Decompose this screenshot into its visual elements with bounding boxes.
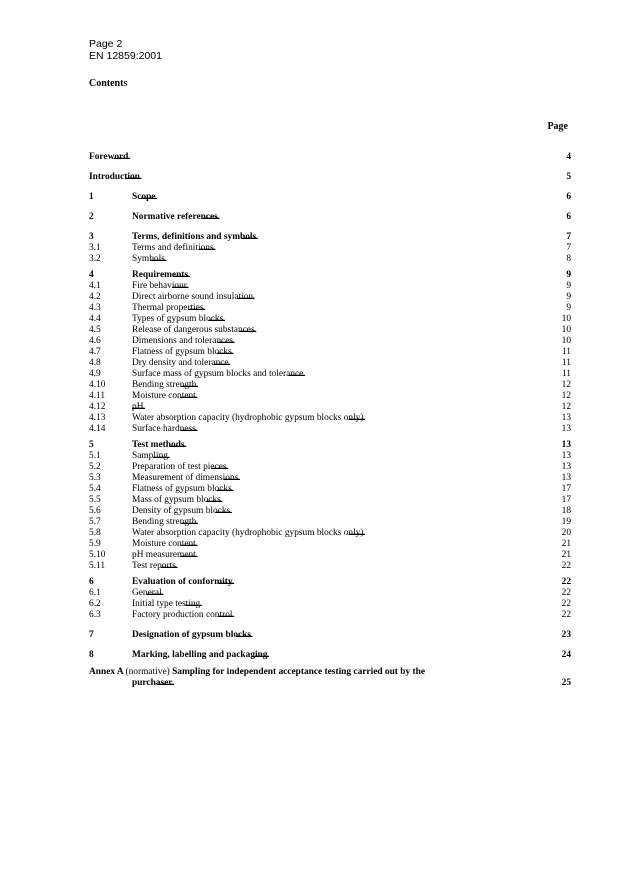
toc-entry[interactable] [89, 292, 571, 303]
annex-title: Sampling for independent acceptance testing carried out by the [172, 667, 426, 677]
toc-entry-page: 17 [561, 484, 571, 494]
toc-entry-page: 13 [561, 424, 571, 434]
toc-entry[interactable] [89, 380, 571, 391]
toc-entry-title: Bending strength . . . [132, 380, 561, 391]
toc-entry-number: 5.10 [89, 550, 106, 560]
toc-entry-page: 7 [566, 243, 571, 253]
toc-entry[interactable] [89, 539, 571, 550]
toc-entry-number: 5 [89, 440, 94, 450]
toc-entry-page: 18 [561, 506, 571, 516]
toc-entry[interactable] [89, 243, 571, 254]
toc-entry[interactable] [89, 358, 571, 369]
toc-entry-page: 4 [566, 152, 571, 162]
toc-entry-page: 13 [561, 462, 571, 472]
toc-entry-number: 1 [89, 192, 94, 202]
toc-entry[interactable] [89, 577, 571, 588]
toc-entry-page: 19 [561, 517, 571, 527]
toc-entry-number: 6 [89, 577, 94, 587]
toc-entry-title: Water absorption capacity (hydrophobic gypsum blocks only) . . . [132, 528, 561, 539]
toc-entry-title: pH measurement . . . [132, 550, 561, 561]
toc-entry-page: 7 [566, 232, 571, 242]
toc-entry-page: 21 [561, 539, 571, 549]
toc-entry-page: 10 [561, 336, 571, 346]
toc-entry-title: Designation of gypsum blocks . . . [132, 630, 561, 641]
toc-entry-page: 9 [566, 303, 571, 313]
toc-entry-number: 6.1 [89, 588, 101, 598]
toc-entry-title: General . . . [132, 588, 561, 599]
toc-entry-number: 5.9 [89, 539, 101, 549]
toc-entry[interactable] [89, 325, 571, 336]
toc-entry[interactable] [89, 506, 571, 517]
toc-entry-number: 3.2 [89, 254, 101, 264]
toc-entry-title: Flatness of gypsum blocks . . . [132, 347, 561, 358]
toc-entry[interactable] [89, 484, 571, 495]
toc-entry-title: Bending strength . . . [132, 517, 561, 528]
toc-entry-page: 9 [566, 281, 571, 291]
toc-entry[interactable] [89, 192, 571, 203]
toc-entry[interactable] [89, 561, 571, 572]
toc-entry-title: Symbols . . . [132, 254, 561, 265]
toc-entry-number: 5.6 [89, 506, 101, 516]
toc-entry-title: Surface hardness . . . [132, 424, 561, 435]
toc-entry-page: 22 [561, 561, 571, 571]
toc-entry-page: 11 [561, 369, 571, 379]
toc-entry-page: 21 [561, 550, 571, 560]
toc-entry[interactable] [89, 413, 571, 424]
toc-entry-title: Test methods . . . [132, 440, 561, 451]
toc-entry[interactable] [89, 314, 571, 325]
toc-entry-number: 5.8 [89, 528, 101, 538]
toc-entry-number: 5.1 [89, 451, 101, 461]
toc-entry-title: Release of dangerous substances . . . [132, 325, 561, 336]
toc-entry-title: Mass of gypsum blocks . . . [132, 495, 561, 506]
toc-entry[interactable] [89, 528, 571, 539]
toc-entry-number: 3.1 [89, 243, 101, 253]
toc-entry-title: Water absorption capacity (hydrophobic gypsum blocks only) . . . [132, 413, 561, 424]
annex-label: Annex A [89, 667, 124, 677]
toc-entry-title: Preparation of test pieces . . . [132, 462, 561, 473]
toc-entry-title: Initial type testing . . . [132, 599, 561, 610]
toc-entry-title: Factory production control . . . [132, 610, 561, 621]
toc-entry-title: Moisture content . . . [132, 539, 561, 550]
toc-entry-title: Introduction . . . [89, 172, 561, 183]
toc-entry-title: Marking, labelling and packaging . . . [132, 650, 561, 661]
toc-entry-title: Terms and definitions . . . [132, 243, 561, 254]
toc-entry-number: 6.3 [89, 610, 101, 620]
toc-entry-number: 6.2 [89, 599, 101, 609]
toc-entry-page: 10 [561, 325, 571, 335]
toc-entry-title: Evaluation of conformity . . . [132, 577, 561, 588]
toc-entry-number: 4.4 [89, 314, 101, 324]
toc-entry[interactable] [89, 303, 571, 314]
toc-entry[interactable] [89, 610, 571, 621]
toc-entry-title: Requirements . . . [132, 270, 561, 281]
toc-entry-title: Moisture content . . . [132, 391, 561, 402]
annex-entry-line2[interactable] [89, 678, 571, 689]
toc-entry[interactable] [89, 650, 571, 661]
toc-entry-number: 5.5 [89, 495, 101, 505]
toc-entry-page: 22 [561, 610, 571, 620]
toc-entry[interactable] [89, 495, 571, 506]
toc-entry-page: 9 [566, 270, 571, 280]
toc-entry-number: 4.12 [89, 402, 106, 412]
toc-entry[interactable] [89, 599, 571, 610]
toc-entry-number: 5.3 [89, 473, 101, 483]
toc-entry[interactable] [89, 369, 571, 380]
toc-entry[interactable] [89, 212, 571, 223]
page-column-label: Page [547, 121, 568, 132]
toc-entry-number: 4.7 [89, 347, 101, 357]
toc-entry-page: 20 [561, 528, 571, 538]
toc-entry-number: 4 [89, 270, 94, 280]
toc-entry[interactable] [89, 270, 571, 281]
toc-entry-page: 17 [561, 495, 571, 505]
toc-entry[interactable] [89, 440, 571, 451]
toc-entry-page: 13 [561, 413, 571, 423]
toc-entry[interactable] [89, 517, 571, 528]
toc-entry-page: 5 [566, 172, 571, 182]
toc-entry-page: 22 [561, 599, 571, 609]
annex-page: 25 [561, 678, 571, 688]
toc-entry-title: Dimensions and tolerances . . . [132, 336, 561, 347]
standard-number-header: EN 12859:2001 [89, 50, 162, 62]
toc-entry-page: 24 [561, 650, 571, 660]
page-number-header: Page 2 [89, 38, 123, 50]
toc-entry[interactable] [89, 424, 571, 435]
toc-entry-page: 13 [561, 473, 571, 483]
toc-entry[interactable] [89, 232, 571, 243]
toc-entry-number: 4.11 [89, 391, 106, 401]
toc-entry-page: 12 [561, 402, 571, 412]
toc-entry[interactable] [89, 550, 571, 561]
toc-entry-title: Fire behaviour . . . [132, 281, 561, 292]
toc-entry-page: 10 [561, 314, 571, 324]
toc-entry-title: Foreword . . . [89, 152, 561, 163]
toc-entry-number: 4.13 [89, 413, 106, 423]
toc-entry-title: Sampling . . . [132, 451, 561, 462]
toc-entry-page: 13 [561, 440, 571, 450]
toc-entry-number: 4.9 [89, 369, 101, 379]
toc-entry-page: 22 [561, 588, 571, 598]
toc-entry-page: 6 [566, 212, 571, 222]
toc-entry[interactable] [89, 462, 571, 473]
toc-entry[interactable] [89, 402, 571, 413]
toc-entry-number: 7 [89, 630, 94, 640]
toc-entry[interactable] [89, 391, 571, 402]
toc-entry[interactable] [89, 281, 571, 292]
toc-entry[interactable] [89, 254, 571, 265]
toc-entry[interactable] [89, 473, 571, 484]
toc-entry-page: 9 [566, 292, 571, 302]
toc-entry-number: 5.2 [89, 462, 101, 472]
toc-entry[interactable] [89, 172, 571, 183]
toc-entry-number: 5.4 [89, 484, 101, 494]
table-of-contents [89, 152, 571, 689]
toc-entry-number: 4.14 [89, 424, 106, 434]
toc-entry-page: 11 [561, 347, 571, 357]
toc-entry-title: Density of gypsum blocks . . . [132, 506, 561, 517]
running-header [89, 38, 162, 62]
annex-type: (normative) [125, 667, 170, 677]
annex-title-continued: purchaser . . . [132, 678, 561, 689]
toc-entry[interactable] [89, 588, 571, 599]
toc-entry-title: Measurement of dimensions . . . [132, 473, 561, 484]
toc-entry-title: pH . . . [132, 402, 561, 413]
toc-entry-number: 5.11 [89, 561, 106, 571]
toc-entry-title: Direct airborne sound insulation . . . [132, 292, 561, 303]
toc-entry[interactable] [89, 451, 571, 462]
toc-entry-title: Test reports . . . [132, 561, 561, 572]
toc-entry-title: Thermal properties . . . [132, 303, 561, 314]
contents-heading: Contents [89, 78, 128, 89]
toc-entry-number: 4.6 [89, 336, 101, 346]
toc-entry-page: 12 [561, 391, 571, 401]
toc-entry-title: Dry density and tolerance . . . [132, 358, 561, 369]
toc-entry-number: 5.7 [89, 517, 101, 527]
toc-entry-title: Normative references . . . [132, 212, 561, 223]
toc-entry-number: 4.2 [89, 292, 101, 302]
toc-entry-number: 3 [89, 232, 94, 242]
toc-entry[interactable] [89, 347, 571, 358]
toc-entry-number: 4.8 [89, 358, 101, 368]
toc-entry-title: Flatness of gypsum blocks . . . [132, 484, 561, 495]
toc-entry-title: Types of gypsum blocks . . . [132, 314, 561, 325]
toc-entry-number: 4.3 [89, 303, 101, 313]
toc-entry-page: 12 [561, 380, 571, 390]
toc-entry-title: Surface mass of gypsum blocks and tolerance . . . [132, 369, 561, 380]
toc-entry-page: 23 [561, 630, 571, 640]
toc-entry-number: 4.10 [89, 380, 106, 390]
toc-entry-number: 2 [89, 212, 94, 222]
toc-entry-number: 4.1 [89, 281, 101, 291]
toc-entry-page: 13 [561, 451, 571, 461]
toc-entry[interactable] [89, 152, 571, 163]
toc-entry-page: 8 [566, 254, 571, 264]
toc-entry-page: 11 [561, 358, 571, 368]
toc-entry[interactable] [89, 336, 571, 347]
toc-entry-title: Scope . . . [132, 192, 561, 203]
toc-entry-number: 8 [89, 650, 94, 660]
toc-entry-title: Terms, definitions and symbols . . . [132, 232, 561, 243]
toc-entry[interactable] [89, 630, 571, 641]
toc-entry-number: 4.5 [89, 325, 101, 335]
toc-entry-page: 22 [561, 577, 571, 587]
toc-entry-page: 6 [566, 192, 571, 202]
annex-entry-line1[interactable] [89, 667, 571, 678]
